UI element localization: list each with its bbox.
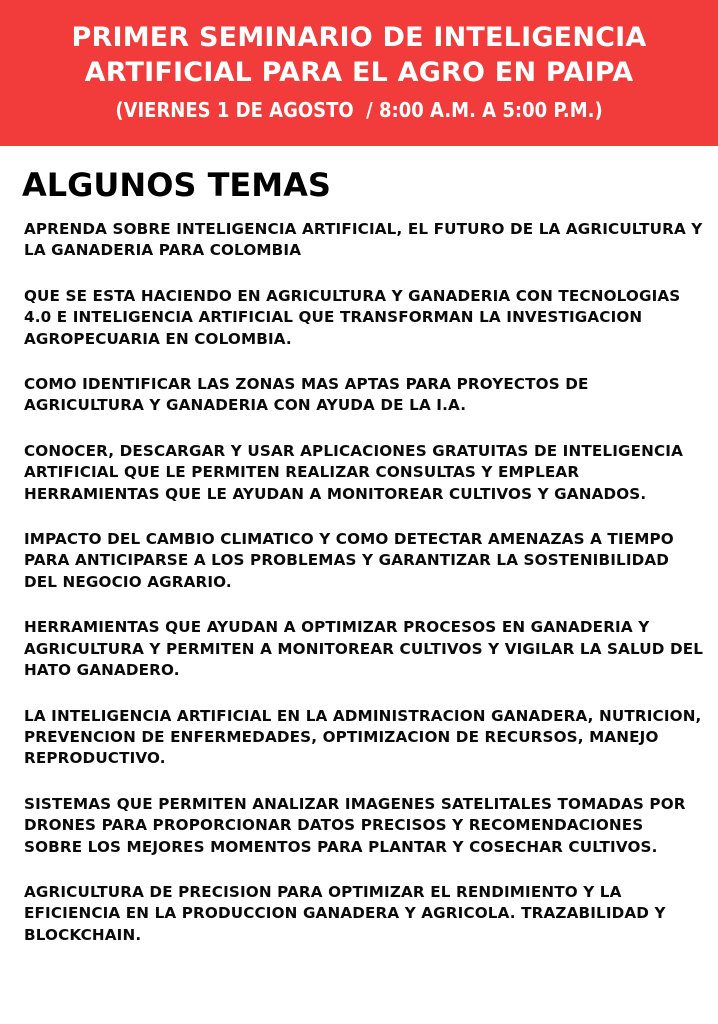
topics-section — [0, 146, 718, 1024]
topic-item: HERRAMIENTAS QUE AYUDAN A OPTIMIZAR PROCESOS EN GANADERIA Y AGRICULTURA Y PERMITEN A MONITOREAR CULTIVOS Y VIGILAR LA SALUD DEL HATO GANADERO. — [24, 618, 704, 680]
topic-item: SISTEMAS QUE PERMITEN ANALIZAR IMAGENES SATELITALES TOMADAS POR DRONES PARA PROPORCIONAR DATOS PRECISOS Y RECOMENDACIONES SOBRE LOS MEJORES MOMENTOS PARA PLANTAR Y COSECHAR CULTIVOS. — [24, 794, 686, 856]
topic-item: LA INTELIGENCIA ARTIFICIAL EN LA ADMINISTRACION GANADERA, NUTRICION, PREVENCION DE ENFERMEDADES, OPTIMIZACION DE RECURSOS, MANEJO REPRODUCTIVO. — [24, 706, 702, 768]
topic-list — [24, 219, 704, 970]
topic-item: QUE SE ESTA HACIENDO EN AGRICULTURA Y GANADERIA CON TECNOLOGIAS 4.0 E INTELIGENCIA ARTIFICIAL QUE TRANSFORMAN LA INVESTIGACION AGROPECUARIA EN COLOMBIA. — [24, 286, 681, 348]
topic-item: AGRICULTURA DE PRECISION PARA OPTIMIZAR EL RENDIMIENTO Y LA EFICIENCIA EN LA PRODUCCION GANADERA Y AGRICOLA. TRAZABILIDAD Y BLOCKCHAIN. — [24, 882, 666, 944]
seminar-date-time: (VIERNES 1 DE AGOSTO / 8:00 A.M. A 5:00 P.M.) — [115, 98, 603, 122]
section-heading: ALGUNOS TEMAS — [22, 166, 331, 204]
seminar-title-line-2: ARTIFICIAL PARA EL AGRO EN PAIPA — [84, 57, 634, 88]
seminar-title-line-1: PRIMER SEMINARIO DE INTELIGENCIA — [71, 22, 647, 53]
header-banner — [0, 0, 718, 146]
topic-item: CONOCER, DESCARGAR Y USAR APLICACIONES GRATUITAS DE INTELIGENCIA ARTIFICIAL QUE LE PERMITEN REALIZAR CONSULTAS Y EMPLEAR HERRAMIENTAS QUE LE AYUDAN A MONITOREAR CULTIVOS Y GANADOS. — [24, 441, 684, 503]
topic-item: COMO IDENTIFICAR LAS ZONAS MAS APTAS PARA PROYECTOS DE AGRICULTURA Y GANADERIA CON AYUDA DE LA I.A. — [24, 375, 589, 415]
topic-item: IMPACTO DEL CAMBIO CLIMATICO Y COMO DETECTAR AMENAZAS A TIEMPO PARA ANTICIPARSE A LOS PROBLEMAS Y GARANTIZAR LA SOSTENIBILIDAD DEL NEGOCIO AGRARIO. — [24, 530, 674, 591]
topic-item: APRENDA SOBRE INTELIGENCIA ARTIFICIAL, EL FUTURO DE LA AGRICULTURA Y LA GANADERIA PARA COLOMBIA — [24, 220, 703, 260]
